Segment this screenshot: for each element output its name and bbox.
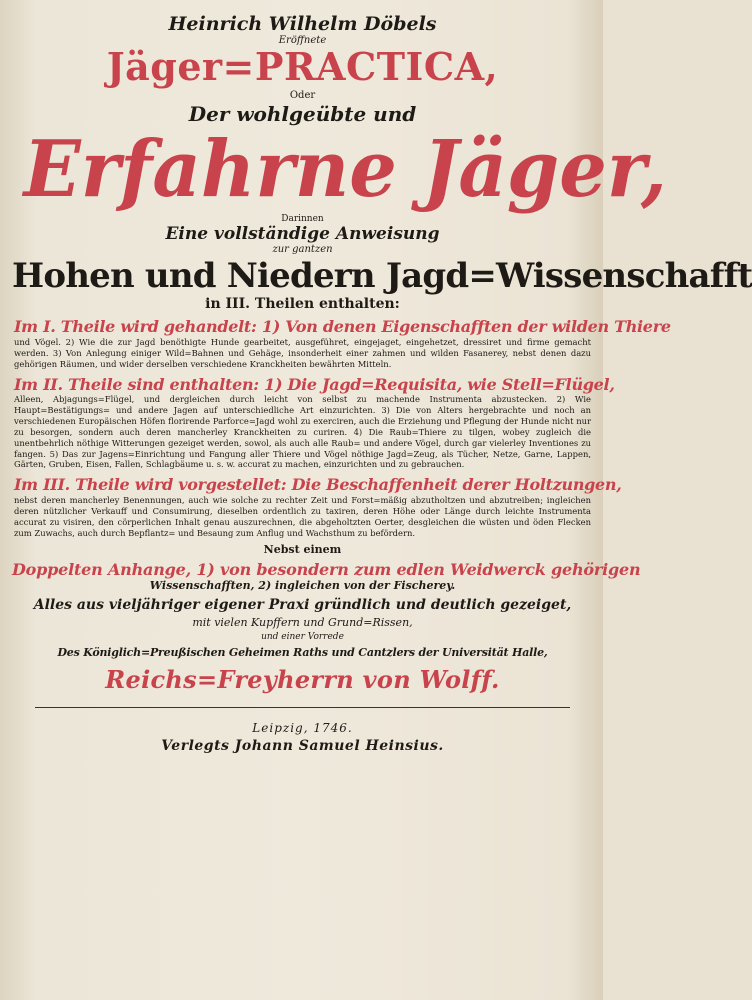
koeniglich-line: Des Königlich=Preußischen Geheimen Raths und Cantzlers der Universität Halle, [57,645,548,659]
nebst-einem: Nebst einem [263,543,342,557]
author-name: Heinrich Wilhelm Döbels [168,13,437,35]
part-2-body: Alleen, Abjagungs=Flügel, und dergleichen durch leicht von selbst zu machende Instrumenta abzustecken. 2) Wie Haupt=Bestätigungs= und andere Jagen auf unterschiedliche Art einzurichten. 3) Die von Alters hergebrachte und noch an verschiedenen Europäischen Höfen florirende Parforce=Jagd wohl zu exerciren, auch die Erziehung und Pflegung der Hunde nicht nur zu besorgen, sondern auch deren mancherley Kranckheiten zu curiren. 4) Die Raub=Thiere zu tilgen, wobey zugleich die unentbehrlich nöthige Witterungen gezeiget werden, sowol, als auch alle Raub= und andere Vögel, durch gar vielerley Inventiones zu fangen. 5) Das zur Jagens=Einrichtung und Fangung aller Thiere und Vögel nöthige Jagd=Zeug, als Tücher, Netze, Garne, Lappen, Gärten, Gruben, Eisen, Fallen, Schlagbäume u. s. w. accurat zu machen, einzurichten und zu gebrauchen. [14,393,591,470]
part-1 [12,317,671,369]
zur-gantzen: zur gantzen [272,244,333,256]
part-2-heading: Im II. Theile sind enthalten: 1) Die Jagd=Requisita, wie Stell=Flügel, [14,374,615,394]
theilen-line: in III. Theilen enthalten: [205,295,400,312]
place-date: Leipzig, 1746. [252,721,353,736]
wissenschaft-heading: Hohen und Niedern Jagd=Wissenschafft [12,256,752,297]
part-1-heading: Im I. Theile wird gehandelt: 1) Von denen Eigenschafften der wilden Thiere [14,317,671,337]
anhang-line: Doppelten Anhange, 1) von besondern zum edlen Weidwerck gehörigen [12,559,641,579]
freyherr-line: Reichs=Freyherrn von Wolff. [105,664,500,694]
eroeffnete: Eröffnete [278,34,327,46]
book-title: Jäger=PRACTICA, [106,43,499,89]
part-3-heading: Im III. Theile wird vorgestellet: Die Beschaffenheit derer Holtzungen, [14,475,622,495]
anhang-line-2: Wissenschafften, 2) ingleichen von der Fischerey. [149,579,456,593]
oder-label: Oder [289,89,316,101]
subtitle-big: Erfahrne Jäger, [23,123,667,215]
part-2 [12,374,615,471]
subtitle-line: Der wohlgeübte und [188,101,417,126]
kupffer-line: mit vielen Kupffern und Grund=Rissen, [192,615,413,629]
anweisung-line: Eine vollständige Anweisung [165,223,440,244]
part-1-body: und Vögel. 2) Wie die zur Jagd benöthigte Hunde gearbeitet, ausgeführet, eingejaget, eingehetzet, dressiret und firme gemacht werden. 3) Von Anlegung einiger Wild=Bahnen und Gehäge, insonderheit einer zahmen und wilden Fasanerey, nebst denen dazu gehörigen Räumen, und wider derselben verschiedene Kranckheiten bewährten Mitteln. [14,336,591,369]
vorrede-line: und einer Vorrede [261,631,344,642]
divider-rule [35,707,570,708]
darinnen-label: Darinnen [281,213,324,224]
part-3 [12,475,622,538]
publisher: Verlegts Johann Samuel Heinsius. [161,738,444,755]
part-3-body: nebst deren mancherley Benennungen, auch wie solche zu rechter Zeit und Forst=mäßig abzutholtzen und abzutreiben; ingleichen deren nützlicher Verkauff und Consumirung, dieselben ordentlich zu taxiren, deren Höhe oder Länge durch leichte Instrumenta accurat zu visiren, den cörperlichen Inhalt genau auszurechnen, die abgeholtzten Oerter, desgleichen die wüsten und öden Flecken zum Zuwachs, auch durch Bepflantz= und Besaung zum Anflug und Wachsthum zu befördern. [14,494,591,538]
alles-line: Alles aus vieljähriger eigener Praxi gründlich und deutlich gezeiget, [33,597,572,614]
